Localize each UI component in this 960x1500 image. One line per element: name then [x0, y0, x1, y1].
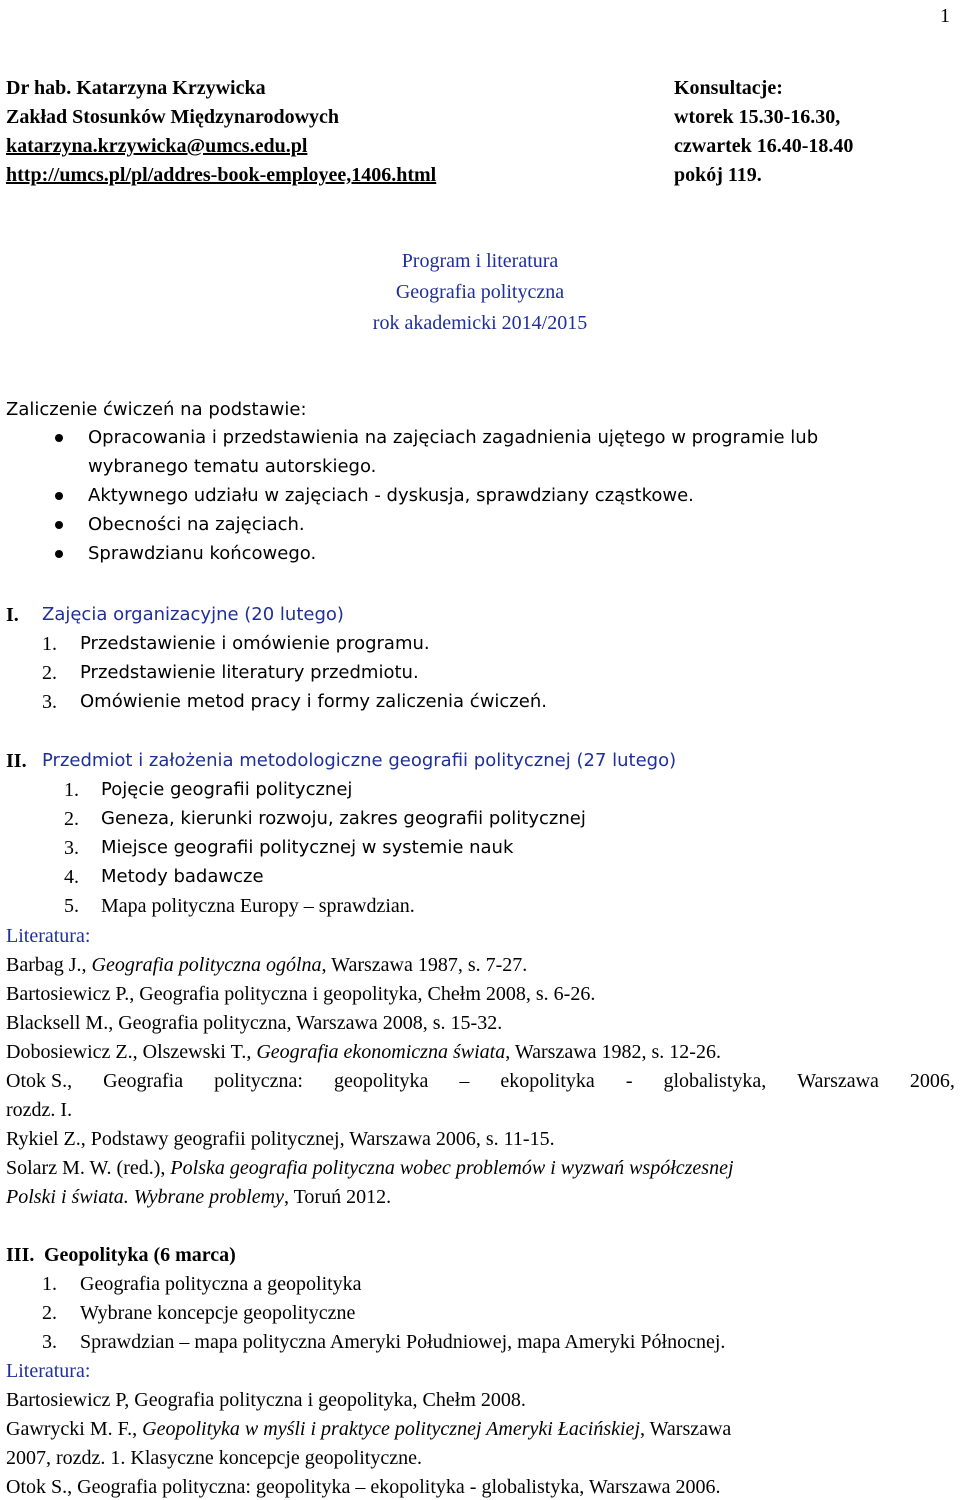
bullet-icon	[55, 521, 63, 529]
page-number: 1	[940, 5, 950, 27]
department: Zakład Stosunków Międzynarodowych	[6, 106, 340, 128]
requirement-4: Sprawdzianu końcowego.	[88, 543, 317, 564]
lit-title: Geografia ekonomiczna świata	[256, 1041, 506, 1063]
literature-solarz-line2	[6, 1185, 391, 1209]
literature-dobosiewicz	[6, 1040, 721, 1064]
section-2-item-1: Pojęcie geografii politycznej	[101, 779, 353, 800]
lit-word: polityczna:	[214, 1070, 303, 1092]
section-3-title: Geopolityka (6 marca)	[44, 1244, 236, 1266]
list-number: 3.	[42, 691, 57, 713]
list-number: 5.	[64, 895, 79, 917]
requirement-1-line1	[88, 426, 954, 450]
section-2-literature-heading: Literatura:	[6, 925, 91, 947]
requirement-1-text: Opracowania i przedstawienia na zajęciach zagadnienia ujętego w programie lub	[88, 427, 819, 448]
list-number: 1.	[64, 779, 79, 801]
list-number: 2.	[42, 1302, 57, 1324]
literature-solarz	[6, 1156, 734, 1180]
section-2-item-3: Miejsce geografii politycznej w systemie nauk	[101, 837, 514, 858]
lit-title: Geografia polityczna ogólna	[91, 954, 322, 976]
literature-barbag	[6, 953, 527, 977]
section-1-item-3: Omówienie metod pracy i formy zaliczenia ćwiczeń.	[80, 691, 547, 712]
literature-otok-line2: rozdz. I.	[6, 1099, 73, 1121]
lit-author: Dobosiewicz Z., Olszewski T.,	[6, 1041, 257, 1063]
lit-word: Geografia	[103, 1070, 184, 1092]
section-3-item-2: Wybrane koncepcje geopolityczne	[80, 1302, 356, 1324]
lit-word: Warszawa	[797, 1070, 879, 1092]
consultation-heading: Konsultacje:	[674, 77, 783, 99]
section-3-item-1: Geografia polityczna a geopolityka	[80, 1273, 362, 1295]
section-1-item-1: Przedstawienie i omówienie programu.	[80, 633, 430, 654]
literature-bartosiewicz-2: Bartosiewicz P, Geografia polityczna i geopolityka, Chełm 2008.	[6, 1389, 526, 1411]
lit-imprint: , Warszawa	[640, 1418, 732, 1440]
lit-word: 2006,	[909, 1070, 955, 1092]
profile-url-link[interactable]: http://umcs.pl/pl/addres-book-employee,1406.html	[6, 164, 437, 186]
lit-word: -	[625, 1070, 633, 1092]
literature-rykiel: Rykiel Z., Podstawy geografii politycznej, Warszawa 2006, s. 11-15.	[6, 1128, 555, 1150]
section-2-number: II.	[6, 750, 27, 772]
bullet-icon	[55, 434, 63, 442]
literature-bartosiewicz: Bartosiewicz P., Geografia polityczna i geopolityka, Chełm 2008, s. 6-26.	[6, 983, 596, 1005]
lit-title: Polska geografia polityczna wobec problemów i wyzwań współczesnej	[170, 1157, 734, 1179]
section-3-item-3: Sprawdzian – mapa polityczna Ameryki Południowej, mapa Ameryki Północnej.	[80, 1331, 726, 1353]
literature-otok-2: Otok S., Geografia polityczna: geopolityka – ekopolityka - globalistyka, Warszawa 2006.	[6, 1476, 721, 1498]
bullet-icon	[55, 492, 63, 500]
bullet-icon	[55, 550, 63, 558]
literature-otok	[6, 1069, 955, 1093]
email-link[interactable]: katarzyna.krzywicka@umcs.edu.pl	[6, 135, 308, 157]
title-program: Program i literatura	[401, 250, 559, 272]
list-number: 1.	[42, 633, 57, 655]
section-2-item-5: Mapa polityczna Europy – sprawdzian.	[101, 895, 415, 917]
lit-word: ekopolityka	[500, 1070, 595, 1092]
requirement-1-line2: wybranego tematu autorskiego.	[88, 456, 377, 477]
list-number: 2.	[42, 662, 57, 684]
list-number: 2.	[64, 808, 79, 830]
author-name: Dr hab. Katarzyna Krzywicka	[6, 77, 266, 99]
list-number: 3.	[42, 1331, 57, 1353]
lit-author: Gawrycki M. F.,	[6, 1418, 143, 1440]
lit-word: globalistyka,	[663, 1070, 767, 1092]
section-1-title: Zajęcia organizacyjne (20 lutego)	[42, 604, 344, 625]
requirement-2: Aktywnego udziału w zajęciach - dyskusja, sprawdziany cząstkowe.	[88, 485, 694, 506]
list-number: 4.	[64, 866, 79, 888]
list-number: 3.	[64, 837, 79, 859]
lit-title: Geopolityka w myśli i praktyce politycznej Ameryki Łacińskiej	[142, 1418, 640, 1440]
requirement-3: Obecności na zajęciach.	[88, 514, 305, 535]
lit-author: Barbag J.,	[6, 954, 92, 976]
lit-title: Polski i świata. Wybrane problemy	[6, 1186, 284, 1208]
section-1-item-2: Przedstawienie literatury przedmiotu.	[80, 662, 419, 683]
title-year: rok akademicki 2014/2015	[372, 312, 588, 334]
section-2-item-4: Metody badawcze	[101, 866, 264, 887]
section-3-literature-heading: Literatura:	[6, 1360, 91, 1382]
lit-imprint: , Warszawa 1982, s. 12-26.	[505, 1041, 721, 1063]
section-2-item-2: Geneza, kierunki rozwoju, zakres geografii politycznej	[101, 808, 586, 829]
lit-word: –	[459, 1070, 470, 1092]
lit-author: Solarz M. W. (red.),	[6, 1157, 171, 1179]
literature-gawrycki	[6, 1417, 731, 1441]
requirements-heading: Zaliczenie ćwiczeń na podstawie:	[6, 399, 307, 420]
section-1-number: I.	[6, 604, 19, 626]
consultation-tuesday: wtorek 15.30-16.30,	[674, 106, 841, 128]
section-3-number: III.	[6, 1244, 35, 1266]
room-number: pokój 119.	[674, 164, 762, 186]
lit-word: Otok S.,	[6, 1070, 73, 1092]
lit-imprint: , Toruń 2012.	[283, 1186, 392, 1208]
list-number: 1.	[42, 1273, 57, 1295]
lit-imprint: , Warszawa 1987, s. 7-27.	[321, 954, 528, 976]
consultation-thursday: czwartek 16.40-18.40	[674, 135, 854, 157]
title-course: Geografia polityczna	[395, 281, 565, 303]
section-2-title: Przedmiot i założenia metodologiczne geografii politycznej (27 lutego)	[42, 750, 677, 771]
literature-blacksell: Blacksell M., Geografia polityczna, Warszawa 2008, s. 15-32.	[6, 1012, 503, 1034]
lit-word: geopolityka	[333, 1070, 429, 1092]
literature-gawrycki-line2: 2007, rozdz. 1. Klasyczne koncepcje geopolityczne.	[6, 1447, 422, 1469]
